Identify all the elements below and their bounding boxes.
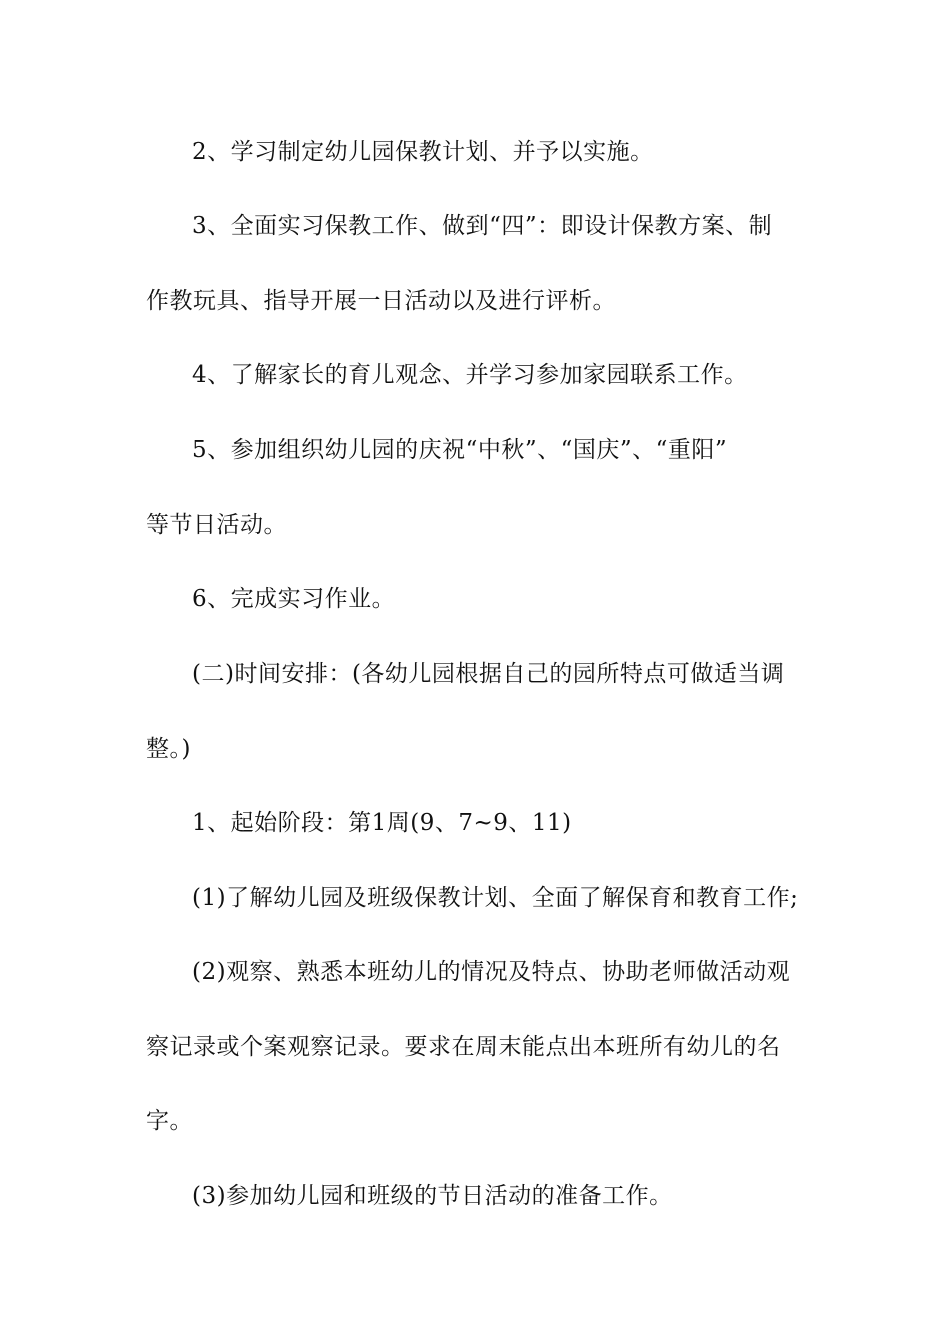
paragraph-line: 2、学习制定幼儿园保教计划、并予以实施。 — [192, 139, 654, 165]
paragraph-line: 字。 — [146, 1108, 193, 1134]
paragraph-line: 作教玩具、指导开展一日活动以及进行评析。 — [146, 288, 616, 314]
paragraph-line: 5、参加组织幼儿园的庆祝“中秋”、“国庆”、“重阳” — [192, 437, 728, 463]
paragraph-line: 4、了解家长的育儿观念、并学习参加家园联系工作。 — [192, 362, 748, 388]
paragraph-line: (1)了解幼儿园及班级保教计划、全面了解保育和教育工作; — [192, 885, 799, 911]
paragraph-line: 整。) — [146, 736, 191, 762]
paragraph-line: (二)时间安排：(各幼儿园根据自己的园所特点可做适当调 — [192, 661, 785, 687]
paragraph-line: (2)观察、熟悉本班幼儿的情况及特点、协助老师做活动观 — [192, 959, 791, 985]
paragraph-line: 察记录或个案观察记录。要求在周末能点出本班所有幼儿的名 — [146, 1034, 781, 1060]
paragraph-line: 等节日活动。 — [146, 512, 287, 538]
paragraph-line: 1、起始阶段：第1周(9、7~9、11) — [192, 810, 572, 836]
paragraph-line: 3、全面实习保教工作、做到“四”：即设计保教方案、制 — [192, 213, 773, 239]
paragraph-line: 6、完成实习作业。 — [192, 586, 396, 612]
paragraph-line: (3)参加幼儿园和班级的节日活动的准备工作。 — [192, 1183, 673, 1209]
